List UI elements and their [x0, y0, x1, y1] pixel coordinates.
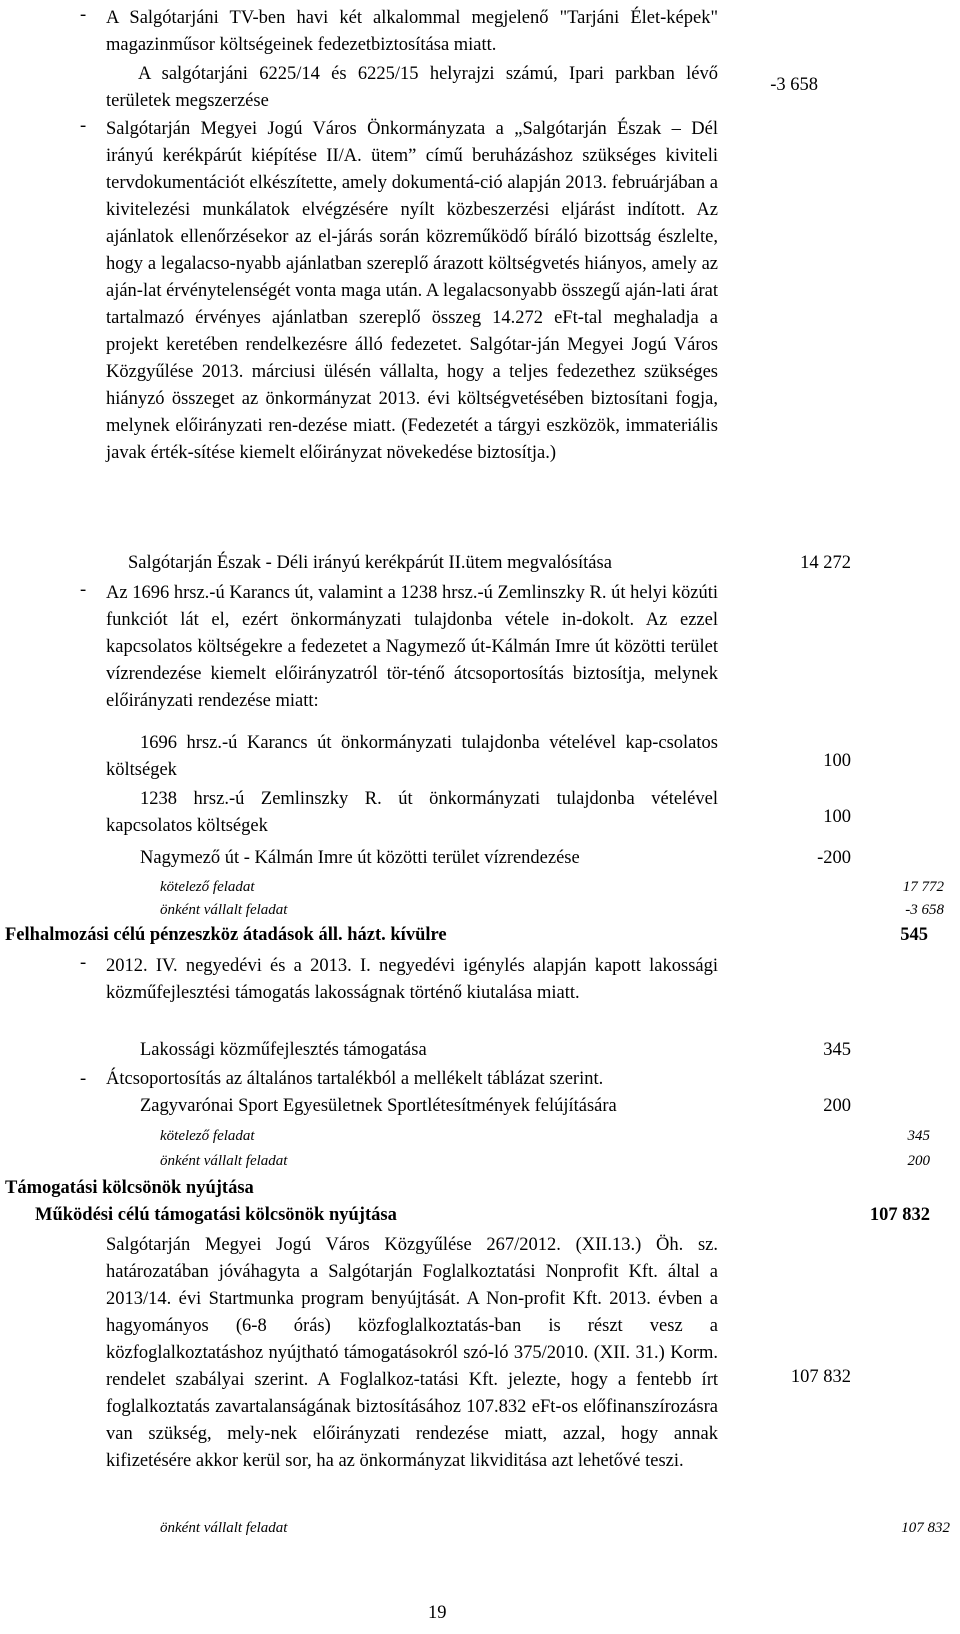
list-item: Az 1696 hrsz.-ú Karancs út, valamint a 1238 hrsz.-ú Zemlinszky R. út helyi közúti funkciót lát el, ezért önkormányzati tulajdonba vétele in-dokolt. Az ezzel kapcsolatos költségekre a fedezetet a Nagymező út-Kálmán Imre út közötti terület vízrendezése kiemelt előirányzatról tör-ténő átcsoportosítás biztosítja, melynek előirányzati rendezése miatt:: [106, 583, 718, 711]
mandatory-label: kötelező feladat: [160, 879, 255, 895]
list-dash: -: [80, 1069, 87, 1089]
section-title: Salgótarján Észak - Déli irányú kerékpárút II.ütem megvalósítása: [128, 553, 612, 573]
amount: 545: [900, 925, 928, 945]
sub-item: 1238 hrsz.-ú Zemlinszky R. út önkormányzati tulajdonba vételével kapcsolatos költségek: [106, 789, 718, 836]
voluntary-label: önként vállalt feladat: [160, 902, 288, 918]
section-heading: Felhalmozási célú pénzeszköz átadások áll. házt. kívülre: [5, 925, 447, 945]
voluntary-label: önként vállalt feladat: [160, 1153, 288, 1169]
amount: 100: [823, 807, 851, 827]
sub-item: Zagyvarónai Sport Egyesületnek Sportlétesítmények felújítására: [140, 1096, 617, 1116]
voluntary-value: 107 832: [901, 1520, 950, 1536]
list-dash: -: [80, 580, 87, 600]
mandatory-value: 345: [907, 1128, 930, 1144]
list-dash: -: [80, 5, 87, 25]
voluntary-label: önként vállalt feladat: [160, 1520, 288, 1536]
amount: 200: [823, 1096, 851, 1116]
amount: 107 832: [790, 1367, 851, 1387]
list-dash: -: [80, 116, 87, 136]
mandatory-label: kötelező feladat: [160, 1128, 255, 1144]
section-subheading: Működési célú támogatási kölcsönök nyújtása: [35, 1205, 397, 1225]
mandatory-value: 17 772: [902, 879, 944, 895]
amount: -200: [817, 848, 851, 868]
list-item: Salgótarján Megyei Jogú Város Közgyűlése 267/2012. (XII.13.) Öh. sz. határozatában jóváhagyta a Salgótarján Foglalkoztatási Nonprofit Kft. által a 2013/14. évi Startmunka program benyújtását. A Non-profit Kft. 2013. évben a hagyományos (6-8 órás) közfoglalkoztatás-ban is részt vesz a közfoglalkoztatáshoz nyújtható támogatásokról szó-ló 375/2010. (XII. 31.) Korm. rendelet szabályai szerint. A Foglalkoz-tatási Kft. jelezte, hogy a fentebb írt foglalkoztatás zavartalanságának biztosításához 107.832 eFt-os előfinanszírozásra van szükség, mely-nek előirányzati rendezése miatt, azzal, hogy annak kifizetésére akkor kerül sor, ha az önkormányzat likviditása azt lehetővé teszi.: [106, 1235, 718, 1471]
list-item-title: A salgótarjáni 6225/14 és 6225/15 helyrajzi számú, Ipari parkban lévő területek megszerzése: [106, 64, 718, 111]
page-number: 19: [428, 1603, 447, 1623]
amount: 14 272: [800, 553, 851, 573]
list-item: A Salgótarjáni TV-ben havi két alkalommal megjelenő "Tarjáni Élet-képek" magazinműsor költségeinek fedezetbiztosítása miatt.: [106, 8, 718, 55]
list-dash: -: [80, 953, 87, 973]
amount: 100: [823, 751, 851, 771]
amount: 107 832: [869, 1205, 930, 1225]
list-item: Salgótarján Megyei Jogú Város Önkormányzata a „Salgótarján Észak – Dél irányú kerékpárút kiépítése II/A. ütem” című beruházáshoz szükséges kiviteli tervdokumentációt elkészítette, amely dokumentá-ció alapján 2013. februárjában a kivitelezési munkálatok elvégzésére nyílt közbeszerzési eljárást indított. Az ajánlatok ellenőrzésekor az el-járás során közreműködő bíráló bizottság észlelte, hogy a legalacso-nyabb ajánlatban szereplő árazott költségvetés hiányos, amely az aján-lat érvénytelenségét vonta maga után. A legalacsonyabb összegű aján-lati árat tartalmazó érvényes ajánlatban szereplő összeg 14.272 eFt-tal meghaladja a projekt keretében rendelkezésre álló fedezetet. Salgótar-ján Megyei Jogú Város Közgyűlése 2013. márciusi ülésén vállalta, hogy a teljes fedezethez szükséges hiányzó összeget az önkormányzat 2013. évi költségvetésében biztosítani fogja, melynek előirányzati ren-dezése miatt. (Fedezetét a tárgyi eszközök, immateriális javak érték-sítése kiemelt előirányzat növekedése biztosítja.): [106, 119, 718, 463]
section-heading: Támogatási kölcsönök nyújtása: [5, 1178, 254, 1198]
sub-item: Lakossági közműfejlesztés támogatása: [140, 1040, 427, 1060]
sub-item: Nagymező út - Kálmán Imre út közötti terület vízrendezése: [140, 848, 580, 868]
list-item: 2012. IV. negyedévi és a 2013. I. negyedévi igénylés alapján kapott lakossági közműfejlesztési támogatás lakosságnak történő kiutalása miatt.: [106, 956, 718, 1003]
voluntary-value: -3 658: [905, 902, 944, 918]
sub-item: 1696 hrsz.-ú Karancs út önkormányzati tulajdonba vételével kap-csolatos költségek: [106, 733, 718, 780]
amount: 345: [823, 1040, 851, 1060]
list-item: Átcsoportosítás az általános tartalékból a mellékelt táblázat szerint.: [106, 1069, 604, 1089]
amount: -3 658: [770, 75, 818, 95]
voluntary-value: 200: [907, 1153, 930, 1169]
